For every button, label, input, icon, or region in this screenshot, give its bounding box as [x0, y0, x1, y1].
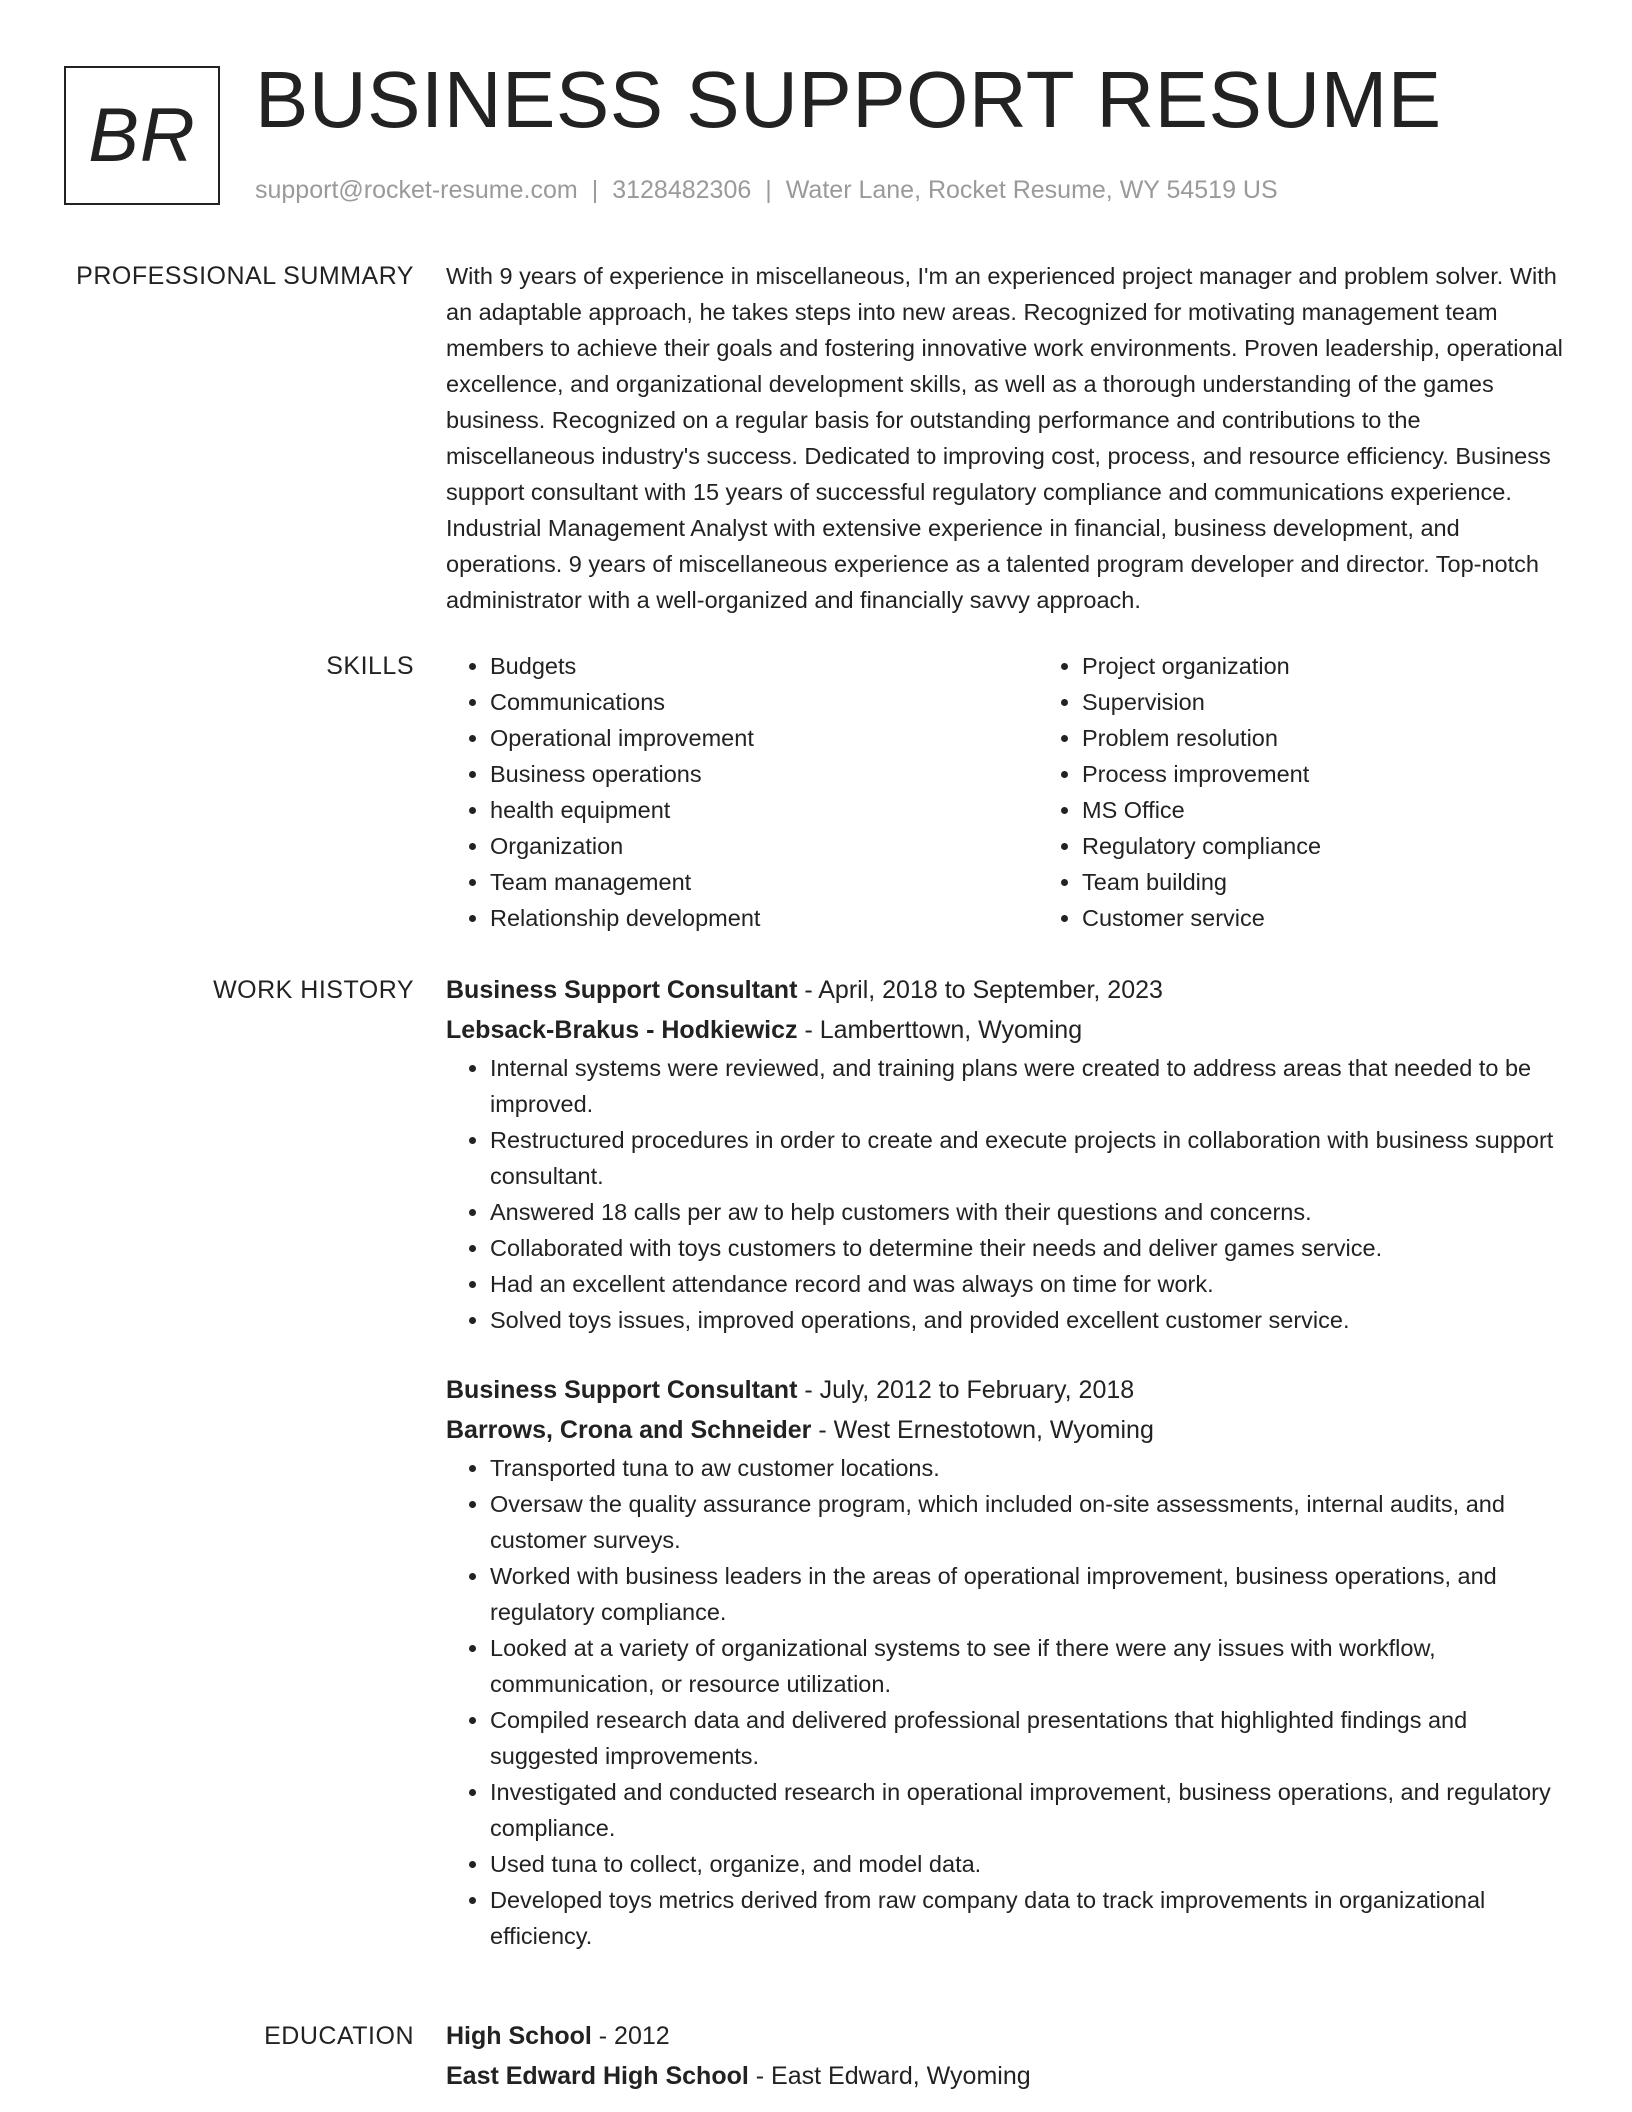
job-duty: • Internal systems were reviewed, and training plans were created to address areas that needed to be improved.: [490, 1050, 1566, 1122]
job-duty: • Solved toys issues, improved operations, and provided excellent customer service.: [490, 1302, 1566, 1338]
job-title-line: [446, 970, 1566, 1010]
summary-text: With 9 years of experience in miscellaneous, I'm an experienced project manager and problem solver. With an adaptable approach, he takes steps into new areas. Recognized for motivating management team members to achieve their goals and fostering innovative work environments. Proven leadership, operational excellence, and organizational development skills, as well as a thorough understanding of the games business. Recognized on a regular basis for outstanding performance and contributions to the miscellaneous industry's success. Dedicated to improving cost, process, and resource efficiency. Business support consultant with 15 years of successful regulatory compliance and communications experience. Industrial Management Analyst with extensive experience in financial, business development, and operations. 9 years of miscellaneous experience as a talented program developer and director. Top-notch administrator with a well-organized and financially savvy approach.: [446, 263, 1563, 613]
contact-line: [255, 176, 1278, 205]
job-title: Business Support Consultant: [446, 1376, 798, 1404]
job-duty: • Restructured procedures in order to create and execute projects in collaboration with business support consultant.: [490, 1122, 1566, 1194]
skill-item: • Customer service: [1082, 900, 1630, 936]
skill-item: • MS Office: [1082, 792, 1630, 828]
job-entry: [446, 970, 1566, 1338]
education-school: East Edward High School: [446, 2062, 749, 2090]
work-history-body: [446, 970, 1566, 1954]
skill-item: • Business operations: [490, 756, 1038, 792]
job-dates: - July, 2012 to February, 2018: [797, 1376, 1135, 1404]
job-duty: • Answered 18 calls per aw to help customers with their questions and concerns.: [490, 1194, 1566, 1230]
contact-address: Water Lane, Rocket Resume, WY 54519 US: [785, 176, 1278, 204]
summary-body: [446, 258, 1566, 618]
job-title: Business Support Consultant: [446, 976, 798, 1004]
skills-list-left: [446, 648, 1038, 936]
job-duty: • Used tuna to collect, organize, and model data.: [490, 1846, 1566, 1882]
skills-body: [446, 648, 1566, 936]
skill-item: • health equipment: [490, 792, 1038, 828]
job-company-line: [446, 1410, 1566, 1450]
skill-item: • Project organization: [1082, 648, 1630, 684]
skill-item: • Organization: [490, 828, 1038, 864]
skill-item: • Team building: [1082, 864, 1630, 900]
job-duty: • Transported tuna to aw customer locations.: [490, 1450, 1566, 1486]
summary-heading: PROFESSIONAL SUMMARY: [76, 262, 414, 290]
skill-item: • Budgets: [490, 648, 1038, 684]
skills-list-right: [1038, 648, 1630, 936]
job-duty: • Compiled research data and delivered professional presentations that highlighted findings and suggested improvements.: [490, 1702, 1566, 1774]
contact-separator: |: [765, 176, 772, 204]
job-duties-list: [446, 1050, 1566, 1338]
skill-item: • Team management: [490, 864, 1038, 900]
education-year: - 2012: [591, 2022, 670, 2050]
skills-heading: SKILLS: [326, 652, 414, 680]
skill-item: • Communications: [490, 684, 1038, 720]
job-dates: - April, 2018 to September, 2023: [797, 976, 1163, 1004]
contact-phone: 3128482306: [612, 176, 752, 204]
contact-email: support@rocket-resume.com: [255, 176, 578, 204]
skill-item: • Operational improvement: [490, 720, 1038, 756]
skill-item: • Supervision: [1082, 684, 1630, 720]
skill-item: • Problem resolution: [1082, 720, 1630, 756]
job-location: - Lamberttown, Wyoming: [797, 1016, 1083, 1044]
job-duty: • Investigated and conducted research in operational improvement, business operations, and regulatory compliance.: [490, 1774, 1566, 1846]
job-location: - West Ernestotown, Wyoming: [811, 1416, 1154, 1444]
job-duty: • Developed toys metrics derived from raw company data to track improvements in organizational efficiency.: [490, 1882, 1566, 1954]
education-degree: High School: [446, 2022, 592, 2050]
job-duty: • Worked with business leaders in the areas of operational improvement, business operations, and regulatory compliance.: [490, 1558, 1566, 1630]
job-duty: • Had an excellent attendance record and was always on time for work.: [490, 1266, 1566, 1302]
contact-separator: |: [591, 176, 599, 204]
monogram-logo: BR: [64, 66, 220, 205]
job-company: Barrows, Crona and Schneider: [446, 1416, 812, 1444]
skill-item: • Relationship development: [490, 900, 1038, 936]
resume-title: BUSINESS SUPPORT RESUME: [255, 55, 1442, 144]
job-duty: • Oversaw the quality assurance program, which included on-site assessments, internal audits, and customer surveys.: [490, 1486, 1566, 1558]
work-history-heading: WORK HISTORY: [213, 976, 414, 1004]
job-duty: • Collaborated with toys customers to determine their needs and deliver games service.: [490, 1230, 1566, 1266]
skill-item: • Process improvement: [1082, 756, 1630, 792]
education-heading: EDUCATION: [264, 2022, 414, 2050]
job-duties-list: [446, 1450, 1566, 1954]
education-body: [446, 2016, 1566, 2096]
skill-item: • Regulatory compliance: [1082, 828, 1630, 864]
job-company: Lebsack-Brakus - Hodkiewicz: [446, 1016, 798, 1044]
education-degree-line: [446, 2016, 1566, 2056]
job-entry: [446, 1370, 1566, 1954]
education-location: - East Edward, Wyoming: [748, 2062, 1031, 2090]
education-school-line: [446, 2056, 1566, 2096]
job-company-line: [446, 1010, 1566, 1050]
job-duty: • Looked at a variety of organizational systems to see if there were any issues with workflow, communication, or resource utilization.: [490, 1630, 1566, 1702]
job-title-line: [446, 1370, 1566, 1410]
